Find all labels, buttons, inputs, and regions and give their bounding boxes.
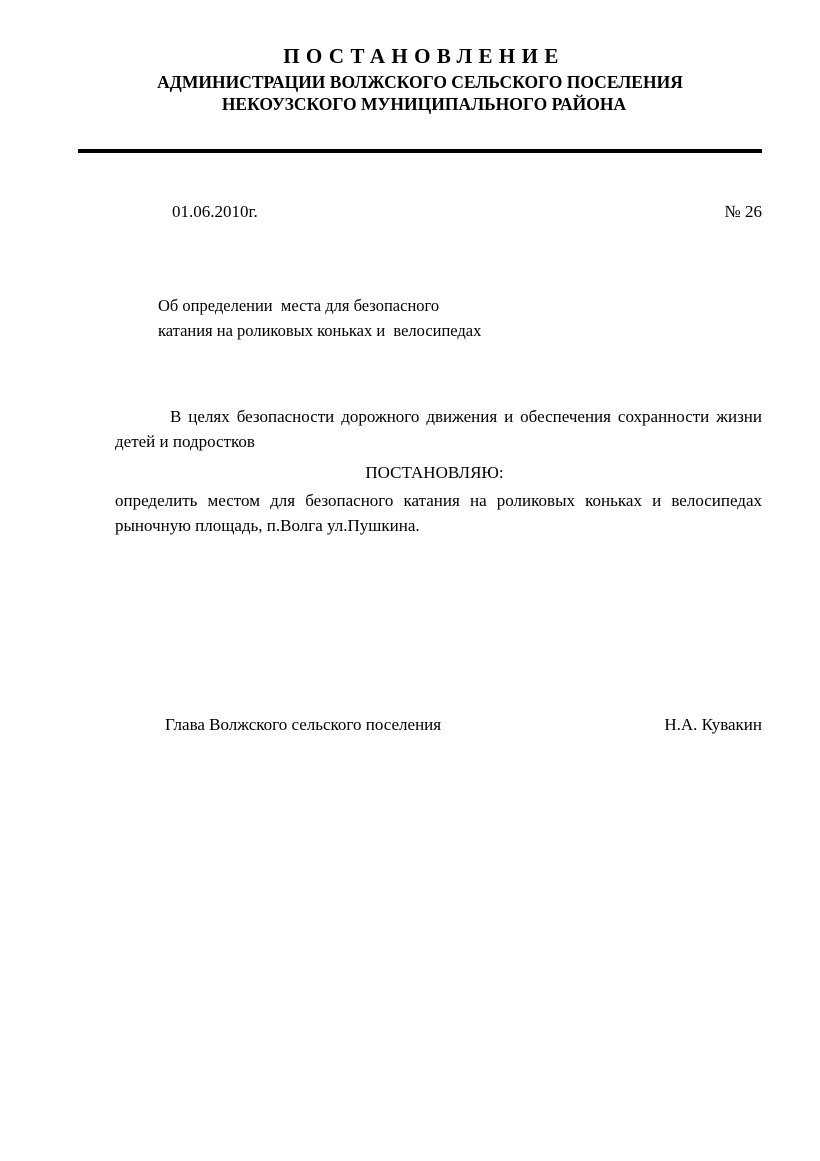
document-meta-row <box>78 202 762 224</box>
signatory-name: Н.А. Кувакин <box>664 715 762 734</box>
subject-line-1: Об определении места для безопасного <box>158 296 440 315</box>
issuing-organization: АДМИНИСТРАЦИИ ВОЛЖСКОГО СЕЛЬСКОГО ПОСЕЛЕНИЯ <box>157 71 683 92</box>
header-divider-rule <box>78 149 762 153</box>
document-date: 01.06.2010г. <box>172 202 258 221</box>
signature-block <box>115 715 762 739</box>
body-resolution-text: определить местом для безопасного катания на роликовых коньках и велосипедах рыночную площадь, п.Волга ул.Пушкина. <box>115 490 767 535</box>
body-resolve-keyword: ПОСТАНОВЛЯЮ: <box>365 463 504 483</box>
body-preamble: В целях безопасности дорожного движения и обеспечения сохранности жизни детей и подростков <box>115 407 767 451</box>
document-number: № 26 <box>724 202 762 221</box>
document-subject <box>158 293 678 343</box>
issuing-district: НЕКОУЗСКОГО МУНИЦИПАЛЬНОГО РАЙОНА <box>221 94 627 115</box>
subject-line-2: катания на роликовых коньках и велосипедах <box>158 321 482 341</box>
document-body <box>115 405 767 538</box>
document-title: ПОСТАНОВЛЕНИЕ <box>283 44 565 68</box>
document-header <box>78 44 762 115</box>
signatory-title: Глава Волжского сельского поселения <box>165 715 442 734</box>
